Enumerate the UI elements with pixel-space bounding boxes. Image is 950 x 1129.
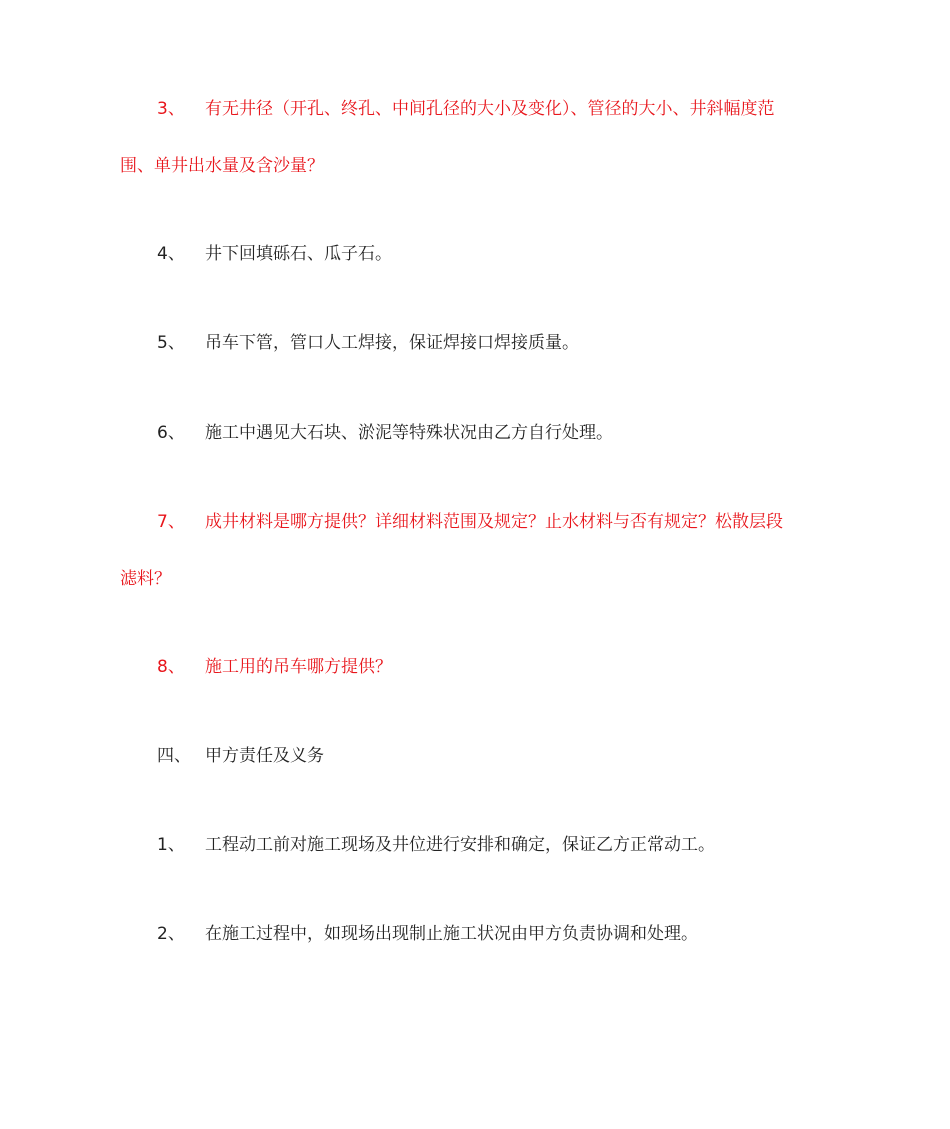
clause-number: 5、: [157, 333, 185, 353]
clause-text: 施工中遇见大石块、淤泥等特殊状况由乙方自行处理。: [205, 423, 613, 443]
clause-number: 4、: [157, 244, 185, 264]
clause-3-line-1: [0, 97, 950, 121]
clause-6-line-1: [0, 421, 950, 445]
clause-5-line-1: [0, 331, 950, 355]
section-title: 甲方责任及义务: [205, 746, 324, 766]
clause-1-line-1: [0, 833, 950, 857]
clause-text: 吊车下管，管口人工焊接，保证焊接口焊接质量。: [205, 333, 579, 353]
clause-number: 7、: [157, 512, 185, 532]
clause-text: 施工用的吊车哪方提供？: [205, 657, 392, 677]
clause-4-line-1: [0, 242, 950, 266]
clause-number: 2、: [157, 924, 185, 944]
clause-number: 1、: [157, 835, 185, 855]
clause-number: 3、: [157, 99, 185, 119]
clause-text: 有无井径（开孔、终孔、中间孔径的大小及变化）、管径的大小、井斜幅度范: [205, 99, 775, 119]
clause-text: 在施工过程中，如现场出现制止施工状况由甲方负责协调和处理。: [205, 924, 698, 944]
clause-number: 6、: [157, 423, 185, 443]
clause-2-line-1: [0, 922, 950, 946]
clause-number: 8、: [157, 657, 185, 677]
section-number: 四、: [157, 746, 191, 766]
clause-text-continued: 滤料？: [120, 569, 171, 589]
clause-8-line-1: [0, 655, 950, 679]
clause-7-line-1: [0, 510, 950, 534]
clause-7-line-2: [120, 567, 171, 591]
clause-text: 工程动工前对施工现场及井位进行安排和确定，保证乙方正常动工。: [205, 835, 715, 855]
section-four-line: [0, 744, 950, 768]
clause-text: 井下回填砾石、瓜子石。: [205, 244, 392, 264]
clause-3-line-2: [120, 154, 324, 178]
clause-text-continued: 围、单井出水量及含沙量？: [120, 156, 324, 176]
clause-text: 成井材料是哪方提供？详细材料范围及规定？止水材料与否有规定？松散层段: [205, 512, 783, 532]
